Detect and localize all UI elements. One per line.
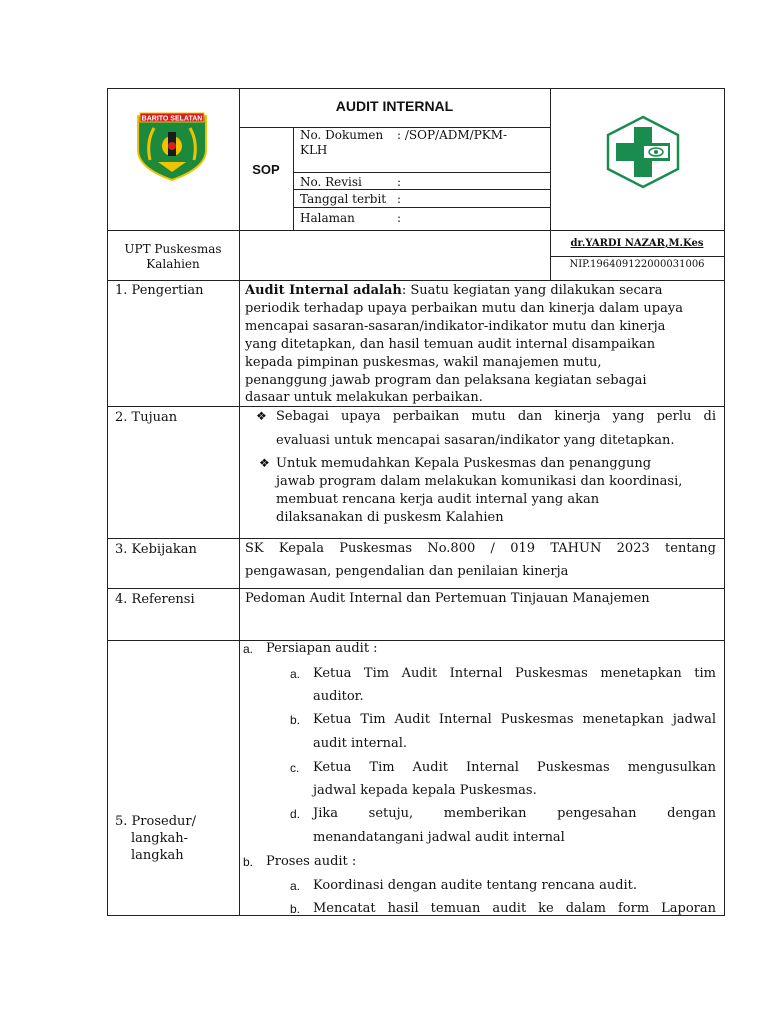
prosedur-a-item4-line2: menandatangani jadwal audit internal xyxy=(313,830,565,845)
section-label-kebijakan: 3. Kebijakan xyxy=(115,542,197,557)
section-label-prosedur-3: langkah xyxy=(131,848,184,863)
pengertian-line-4: yang ditetapkan, dan hasil temuan audit internal disampaikan xyxy=(245,337,656,352)
tujuan-item2-line3: membuat rencana kerja audit internal yang akan xyxy=(276,492,600,507)
signer-nip: NIP.196409122000031006 xyxy=(569,259,705,270)
doc-no-label: No. Dokumen xyxy=(300,128,384,142)
section-label-tujuan: 2. Tujuan xyxy=(115,410,178,425)
tujuan-item2-line4: dilaksanakan di puskesm Kalahien xyxy=(276,510,504,525)
puskesmas-cross-logo-icon xyxy=(604,115,682,189)
prosedur-b-title: Proses audit : xyxy=(266,854,357,869)
sop-column-divider xyxy=(293,127,294,230)
prosedur-b-item-marker: b. xyxy=(290,902,301,916)
row-divider-tanggal xyxy=(293,207,550,208)
prosedur-b-item-marker: a. xyxy=(290,879,301,893)
tanggal-label: Tanggal terbit xyxy=(300,192,387,206)
tujuan-item2-line2: jawab program dalam melakukan komunikasi dan koordinasi, xyxy=(276,474,683,489)
revisi-label: No. Revisi xyxy=(300,175,362,189)
barito-selatan-emblem-icon xyxy=(132,110,212,182)
prosedur-a-item-marker: d. xyxy=(290,807,301,821)
prosedur-a-title: Persiapan audit : xyxy=(266,641,378,656)
pengertian-text-1: : Suatu kegiatan yang dilakukan secara xyxy=(401,283,663,298)
svg-text:BARITO SELATAN: BARITO SELATAN xyxy=(141,115,203,123)
unit-name-line2: Kalahien xyxy=(146,257,200,271)
prosedur-a-item3-line1: Ketua Tim Audit Internal Puskesmas mengusulkan xyxy=(313,760,716,775)
prosedur-a-item4-line1: Jika setuju, memberikan pengesahan dengan xyxy=(313,806,716,821)
pengertian-line-3: mencapai sasaran-sasaran/indikator-indikator mutu dan kinerja xyxy=(245,319,666,334)
document-title: AUDIT INTERNAL xyxy=(335,98,454,114)
kebijakan-line2: pengawasan, pengendalian dan penilaian kinerja xyxy=(245,564,569,579)
kebijakan-line1: SK Kepala Puskesmas No.800 / 019 TAHUN 2023 tentang xyxy=(245,541,716,556)
logo-right-divider xyxy=(550,88,551,280)
halaman-value: : xyxy=(397,211,402,225)
section-label-prosedur-2: langkah- xyxy=(131,831,188,846)
section-label-prosedur-1: 5. Prosedur/ xyxy=(115,814,196,829)
table-border-top xyxy=(107,88,724,89)
doc-no-value: : /SOP/ADM/PKM- xyxy=(397,128,508,142)
prosedur-a-item-marker: a. xyxy=(290,667,301,681)
prosedur-a-item2-line1: Ketua Tim Audit Internal Puskesmas menetapkan jadwal xyxy=(313,712,716,727)
section-label-pengertian: 1. Pengertian xyxy=(115,283,204,298)
table-border-right xyxy=(724,88,725,916)
prosedur-a-item3-line2: jadwal kepada kepala Puskesmas. xyxy=(313,783,537,798)
pengertian-line-1 xyxy=(245,282,662,300)
section-label-referensi: 4. Referensi xyxy=(115,592,195,607)
pengertian-line-2: periodik terhadap upaya perbaikan mutu dan kinerja dalam upaya xyxy=(245,301,683,316)
table-border-left xyxy=(107,88,108,916)
prosedur-b-item2-line1: Mencatat hasil temuan audit ke dalam form Laporan xyxy=(313,901,716,916)
pengertian-line-6: penanggung jawab program dan pelaksana kegiatan sebagai xyxy=(245,373,647,388)
revisi-value: : xyxy=(397,175,402,189)
diamond-bullet-icon: ❖ xyxy=(256,409,267,423)
tujuan-item1-line1: Sebagai upaya perbaikan mutu dan kinerja yang perlu di xyxy=(276,409,716,424)
prosedur-b-marker: b. xyxy=(243,855,254,869)
diamond-bullet-icon: ❖ xyxy=(259,456,270,470)
row-border-prosedur xyxy=(107,640,724,641)
label-column-divider xyxy=(239,88,240,916)
prosedur-a-item-marker: b. xyxy=(290,713,301,727)
prosedur-a-item2-line2: audit internal. xyxy=(313,736,408,751)
pengertian-bold-term: Audit Internal adalah xyxy=(245,283,402,298)
sop-label: SOP xyxy=(252,162,280,177)
prosedur-a-marker: a. xyxy=(243,642,254,656)
row-border-pengertian xyxy=(107,280,724,281)
unit-name-line1: UPT Puskesmas xyxy=(124,242,222,256)
header-bottom-border xyxy=(107,230,724,231)
pengertian-line-7: dasaar untuk melakukan perbaikan. xyxy=(245,390,483,405)
prosedur-a-item1-line2: auditor. xyxy=(313,689,364,704)
doc-no-value-cont: KLH xyxy=(300,143,328,157)
referensi-text: Pedoman Audit Internal dan Pertemuan Tinjauan Manajemen xyxy=(245,591,650,606)
prosedur-b-item1-line1: Koordinasi dengan audite tentang rencana audit. xyxy=(313,878,638,893)
row-border-referensi xyxy=(107,588,724,589)
tujuan-item2-line1: Untuk memudahkan Kepala Puskesmas dan penanggung xyxy=(276,456,652,471)
tanggal-value: : xyxy=(397,192,402,206)
row-divider-dokumen xyxy=(293,172,550,173)
signer-divider xyxy=(550,256,724,257)
prosedur-a-item-marker: c. xyxy=(290,761,300,775)
tujuan-item1-line2: evaluasi untuk mencapai sasaran/indikator yang ditetapkan. xyxy=(276,433,675,448)
prosedur-a-item1-line1: Ketua Tim Audit Internal Puskesmas menetapkan tim xyxy=(313,666,716,681)
signer-name: dr.YARDI NAZAR,M.Kes xyxy=(570,238,704,249)
halaman-label: Halaman xyxy=(300,211,355,225)
pengertian-line-5: kepada pimpinan puskesmas, wakil manajemen mutu, xyxy=(245,355,602,370)
row-border-kebijakan xyxy=(107,538,724,539)
